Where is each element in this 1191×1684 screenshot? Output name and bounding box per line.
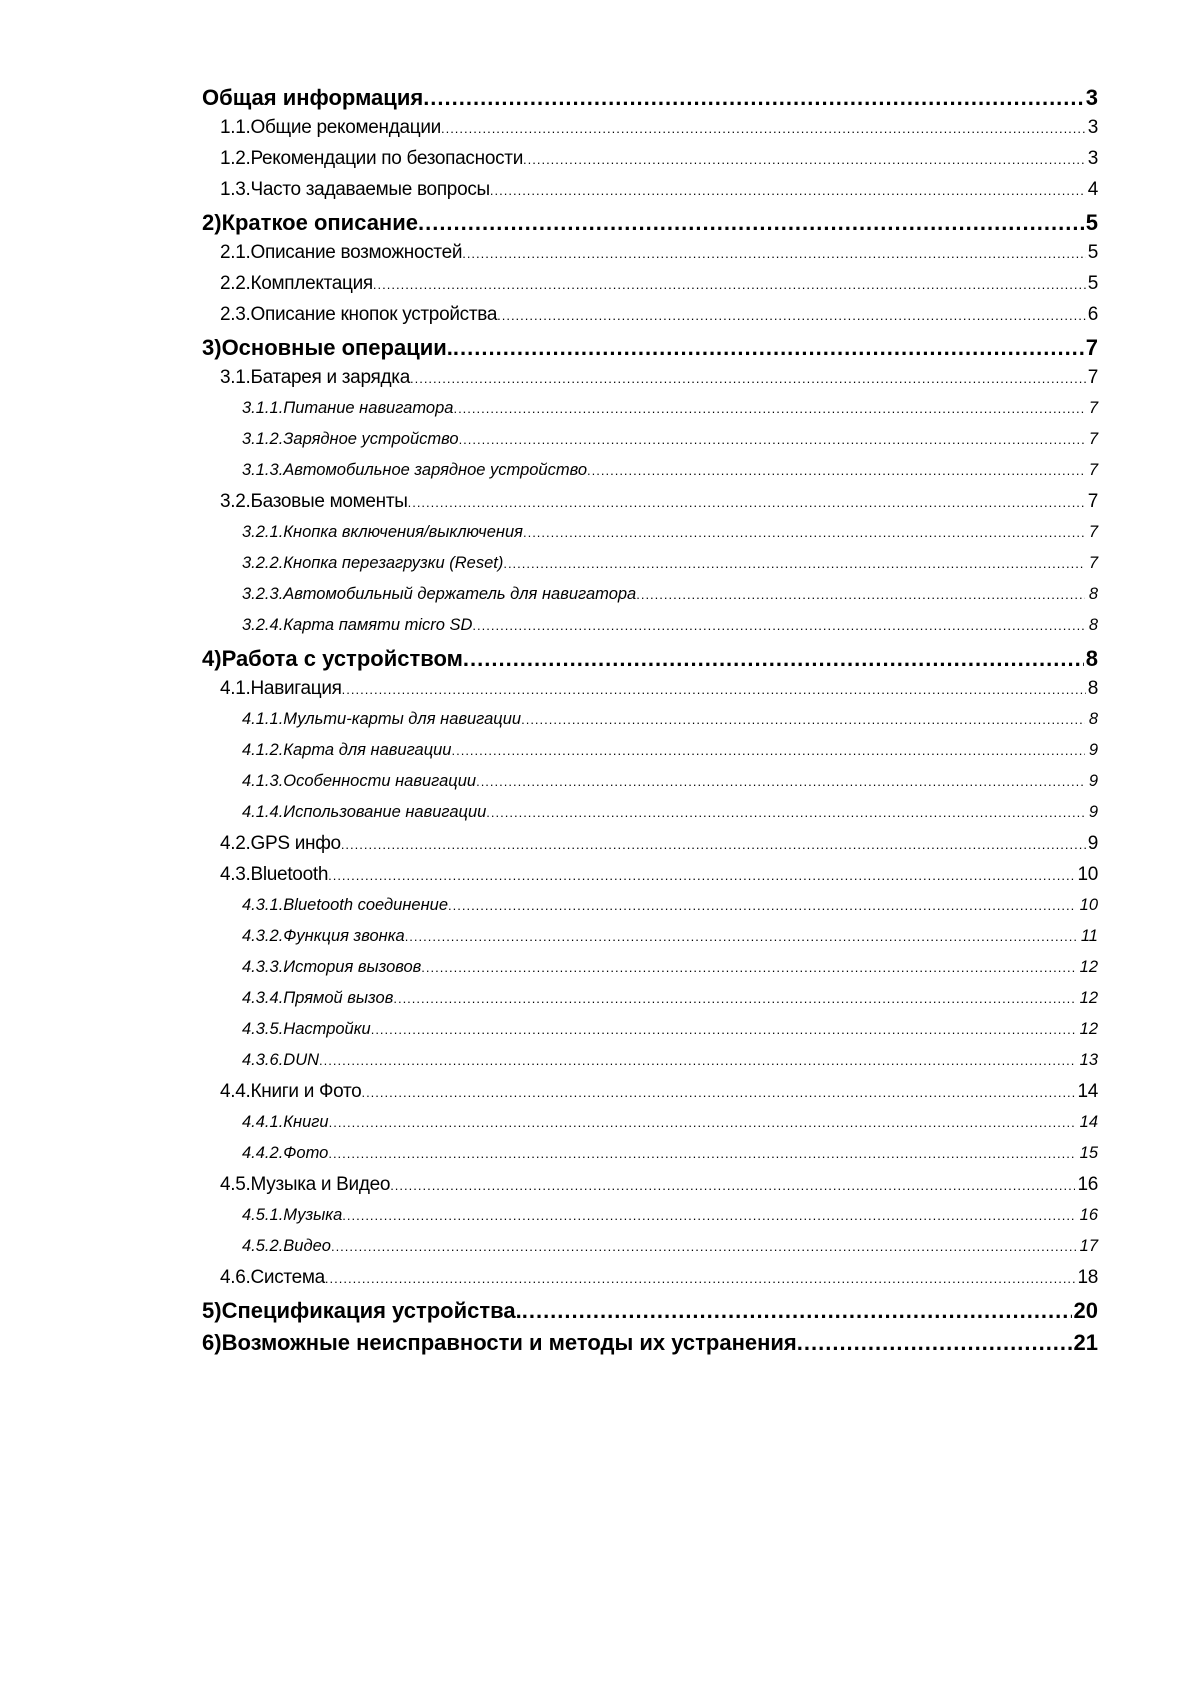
toc-entry-title: Комплектация [250,273,373,294]
toc-entry-level-3[interactable] [202,422,1098,453]
toc-entry-level-3[interactable] [202,981,1098,1012]
dot-leader [486,806,1085,819]
toc-entry-level-3[interactable] [202,919,1098,950]
toc-entry-number: 3.1.2. [242,430,284,448]
toc-entry-page-number: 3 [1085,85,1098,110]
toc-entry-page-number: 12 [1076,959,1098,976]
toc-entry-number: 4.6. [220,1267,251,1288]
toc-entry-page-number: 8 [1087,678,1098,699]
dot-leader [453,402,1084,415]
dot-leader [421,961,1075,974]
toc-entry-page-number: 7 [1087,367,1098,388]
toc-entry-level-2[interactable] [202,172,1098,203]
dot-leader [361,1086,1075,1099]
dot-leader [441,122,1086,135]
toc-entry-page-number: 13 [1076,1052,1098,1069]
toc-entry-page-number: 7 [1085,335,1098,360]
toc-entry-title: Навигация [250,678,342,699]
toc-entry-level-3[interactable] [202,950,1098,981]
toc-entry-number: 3.2.1. [242,523,284,541]
toc-entry-number: 4.3.4. [242,989,284,1007]
toc-entry-number: 4.3.1. [242,896,284,914]
toc-entry-page-number: 5 [1085,210,1098,235]
dot-leader [418,212,1084,234]
dot-leader [521,713,1085,726]
toc-entry-title: Работа с устройством [221,646,463,671]
dot-leader [325,1272,1076,1285]
toc-entry-number: 4.2. [220,833,251,854]
toc-entry-title: Bluetooth [250,864,329,885]
toc-entry-page-number: 8 [1085,711,1098,728]
toc-entry-number: 3.2.3. [242,585,284,603]
toc-entry-title: Прямой вызов [283,989,394,1007]
toc-entry-page-number: 10 [1077,864,1098,885]
toc-entry-page-number: 18 [1077,1267,1098,1288]
toc-entry-number: 4.4.2. [242,1144,284,1162]
toc-entry-title: Карта памяти micro SD [283,616,473,634]
toc-entry-number: 4.5. [220,1174,251,1195]
toc-entry-title: История вызовов [283,958,422,976]
toc-entry-number: 4.5.2. [242,1237,284,1255]
toc-entry-page-number: 9 [1087,833,1098,854]
toc-entry-title: Функция звонка [283,927,405,945]
toc-entry-level-3[interactable] [202,795,1098,826]
toc-entry-title: Базовые моменты [250,491,408,512]
toc-entry-number: 3.1.3. [242,461,284,479]
toc-entry-level-3[interactable] [202,733,1098,764]
toc-entry-number: 4.1.1. [242,710,284,728]
dot-leader [523,153,1086,166]
toc-entry-level-2[interactable] [202,1260,1098,1291]
toc-entry-level-2[interactable] [202,671,1098,702]
dot-leader [371,1023,1076,1036]
toc-entry-number: 1.1. [220,117,251,138]
toc-entry-page-number: 11 [1077,928,1098,945]
toc-entry-level-1[interactable] [202,639,1098,671]
toc-entry-number: 4.4.1. [242,1113,284,1131]
toc-entry-title: Книги [283,1113,329,1131]
toc-entry-level-3[interactable] [202,1043,1098,1074]
toc-entry-page-number: 8 [1085,586,1098,603]
toc-entry-number: 4.4. [220,1081,251,1102]
toc-entry-page-number: 15 [1076,1145,1098,1162]
dot-leader [390,1179,1075,1192]
toc-entry-page-number: 7 [1085,431,1098,448]
toc-entry-title: Основные операции. [221,335,453,360]
toc-entry-page-number: 7 [1085,555,1098,572]
toc-entry-level-2[interactable] [202,297,1098,328]
toc-entry-level-3[interactable] [202,1229,1098,1260]
toc-entry-page-number: 16 [1076,1207,1098,1224]
dot-leader [490,184,1086,197]
toc-entry-number: 4.3.3. [242,958,284,976]
toc-entry-number: 2) [202,210,222,235]
toc-entry-title: Система [250,1267,325,1288]
toc-entry-title: Музыка [283,1206,343,1224]
dot-leader [503,557,1084,570]
toc-entry-page-number: 16 [1077,1174,1098,1195]
toc-entry-title: Мульти-карты для навигации [283,710,522,728]
toc-entry-title: Особенности навигации [283,772,477,790]
toc-entry-level-2[interactable] [202,484,1098,515]
dot-leader [373,278,1086,291]
toc-entry-page-number: 7 [1085,524,1098,541]
toc-entry-level-2[interactable] [202,266,1098,297]
toc-entry-page-number: 9 [1085,773,1098,790]
toc-entry-title: Bluetooth соединение [283,896,449,914]
toc-entry-number: 4.3.6. [242,1051,284,1069]
dot-leader [451,744,1084,757]
toc-entry-number: 3.1. [220,367,251,388]
toc-entry-level-1[interactable] [202,203,1098,235]
toc-entry-page-number: 14 [1076,1114,1098,1131]
dot-leader [342,1209,1075,1222]
toc-entry-title: Рекомендации по безопасности [250,148,524,169]
toc-entry-number: 4.1.3. [242,772,284,790]
dot-leader [329,1116,1076,1129]
toc-entry-level-1[interactable] [202,328,1098,360]
toc-entry-number: 6) [202,1330,222,1355]
dot-leader [393,992,1075,1005]
toc-entry-number: 4.3.2. [242,927,284,945]
toc-entry-level-3[interactable] [202,1198,1098,1229]
toc-entry-number: 3.1.1. [242,399,284,417]
dot-leader [459,433,1085,446]
toc-entry-number: 3) [202,335,222,360]
toc-entry-level-3[interactable] [202,1012,1098,1043]
toc-entry-title: Батарея и зарядка [250,367,410,388]
toc-entry-level-2[interactable] [202,826,1098,857]
dot-leader [341,838,1086,851]
toc-entry-title: Фото [283,1144,329,1162]
toc-entry-page-number: 8 [1085,617,1098,634]
toc-entry-number: 3.2.2. [242,554,284,572]
dot-leader [319,1054,1076,1067]
toc-entry-level-3[interactable] [202,577,1098,608]
dot-leader [587,464,1085,477]
toc-entry-title: Настройки [283,1020,371,1038]
toc-entry-page-number: 8 [1085,646,1098,671]
toc-entry-title: Возможные неисправности и методы их устранения [221,1330,797,1355]
toc-entry-number: 1.3. [220,179,251,200]
dot-leader [797,1332,1072,1354]
toc-entry-number: 1.2. [220,148,251,169]
toc-entry-title: Использование навигации [283,803,487,821]
dot-leader [472,619,1084,632]
toc-entry-title: Кнопка включения/выключения [283,523,523,541]
toc-entry-title: Описание возможностей [250,242,463,263]
toc-entry-number: 3.2.4. [242,616,284,634]
toc-entry-title: Зарядное устройство [283,430,459,448]
dot-leader [328,869,1075,882]
toc-entry-page-number: 4 [1087,179,1098,200]
toc-entry-level-2[interactable] [202,1167,1098,1198]
toc-entry-level-3[interactable] [202,1136,1098,1167]
dot-leader [405,930,1077,943]
toc-entry-title: Спецификация устройства. [221,1298,522,1323]
toc-entry-number: 4.1. [220,678,251,699]
toc-entry-level-2[interactable] [202,857,1098,888]
toc-entry-level-2[interactable] [202,360,1098,391]
toc-entry-number: 4) [202,646,222,671]
dot-leader [408,496,1086,509]
toc-entry-title: Питание навигатора [283,399,454,417]
toc-entry-level-3[interactable] [202,764,1098,795]
toc-entry-level-3[interactable] [202,888,1098,919]
toc-entry-title: Краткое описание [221,210,418,235]
toc-entry-level-3[interactable] [202,608,1098,639]
toc-entry-page-number: 20 [1073,1298,1098,1323]
toc-entry-number: 4.3.5. [242,1020,284,1038]
toc-entry-title: Общая информация [202,85,424,110]
toc-entry-page-number: 7 [1087,491,1098,512]
toc-entry-page-number: 12 [1076,1021,1098,1038]
toc-entry-level-1[interactable] [202,1323,1098,1355]
dot-leader [463,648,1084,670]
dot-leader [448,899,1076,912]
toc-entry-page-number: 7 [1085,462,1098,479]
toc-entry-level-3[interactable] [202,391,1098,422]
toc-entry-number: 4.1.4. [242,803,284,821]
table-of-contents [202,78,1098,1355]
toc-entry-page-number: 12 [1076,990,1098,1007]
dot-leader [476,775,1085,788]
dot-leader [331,1240,1076,1253]
dot-leader [453,337,1084,359]
dot-leader [423,87,1084,109]
toc-entry-title: DUN [283,1051,320,1069]
toc-entry-level-2[interactable] [202,110,1098,141]
dot-leader [462,247,1086,260]
toc-entry-page-number: 9 [1085,804,1098,821]
toc-entry-number: 2.1. [220,242,251,263]
toc-entry-number: 4.1.2. [242,741,284,759]
toc-entry-level-1[interactable] [202,1291,1098,1323]
toc-entry-title: Музыка и Видео [250,1174,391,1195]
toc-entry-page-number: 7 [1085,400,1098,417]
toc-entry-title: GPS инфо [250,833,341,854]
toc-entry-title: Автомобильное зарядное устройство [283,461,588,479]
toc-entry-page-number: 5 [1087,242,1098,263]
toc-entry-page-number: 21 [1073,1330,1098,1355]
toc-entry-page-number: 10 [1076,897,1098,914]
dot-leader [410,372,1086,385]
dot-leader [523,526,1085,539]
toc-entry-title: Книги и Фото [250,1081,362,1102]
toc-entry-level-3[interactable] [202,1105,1098,1136]
toc-entry-number: 4.5.1. [242,1206,284,1224]
toc-entry-title: Автомобильный держатель для навигатора [283,585,637,603]
toc-entry-page-number: 17 [1076,1238,1098,1255]
toc-entry-level-3[interactable] [202,702,1098,733]
toc-entry-title: Видео [283,1237,331,1255]
toc-entry-page-number: 14 [1077,1081,1098,1102]
toc-entry-number: 3.2. [220,491,251,512]
toc-entry-title: Карта для навигации [283,741,452,759]
toc-entry-level-3[interactable] [202,546,1098,577]
toc-entry-number: 4.3. [220,864,251,885]
toc-entry-page-number: 5 [1087,273,1098,294]
toc-entry-title: Общие рекомендации [250,117,441,138]
dot-leader [497,309,1086,322]
toc-entry-title: Кнопка перезагрузки (Reset) [283,554,504,572]
toc-entry-level-1[interactable] [202,78,1098,110]
toc-entry-level-3[interactable] [202,515,1098,546]
toc-entry-page-number: 3 [1087,148,1098,169]
dot-leader [328,1147,1075,1160]
toc-entry-number: 2.3. [220,304,251,325]
dot-leader [636,588,1085,601]
toc-entry-level-2[interactable] [202,1074,1098,1105]
toc-entry-title: Описание кнопок устройства [250,304,498,325]
toc-entry-level-2[interactable] [202,235,1098,266]
toc-entry-page-number: 3 [1087,117,1098,138]
dot-leader [342,683,1086,696]
toc-entry-level-2[interactable] [202,141,1098,172]
toc-entry-number: 5) [202,1298,222,1323]
toc-entry-level-3[interactable] [202,453,1098,484]
toc-entry-page-number: 6 [1087,304,1098,325]
toc-entry-title: Часто задаваемые вопросы [250,179,490,200]
toc-entry-number: 2.2. [220,273,251,294]
toc-entry-page-number: 9 [1085,742,1098,759]
dot-leader [522,1300,1072,1322]
